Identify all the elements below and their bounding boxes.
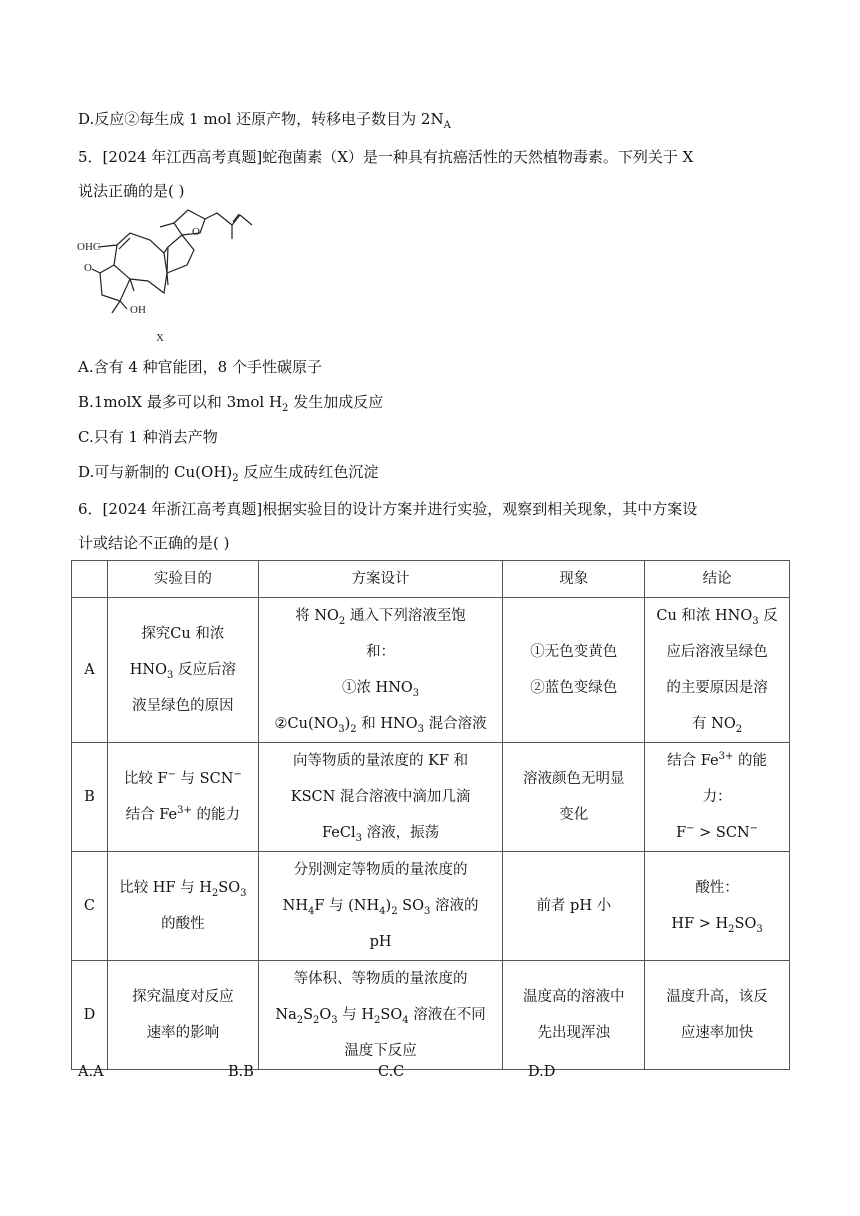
ketone-o-label: O [84, 262, 92, 274]
answer-c[interactable]: C.C [378, 1064, 405, 1080]
q4-option-d: D.反应②每生成 1 mol 还原产物，转移电子数目为 $2N_A$ [78, 110, 451, 131]
molecule-label: X [156, 332, 164, 344]
experiment-table [71, 560, 790, 1070]
q5-option-b: B.1molX 最多可以和 3mol $H_2$ 发生加成反应 [78, 393, 384, 414]
cho-label: OHC [77, 241, 101, 253]
table-header-row [72, 561, 790, 598]
oh-label: OH [130, 304, 146, 316]
q6-stem-line1: 6．[2024 年浙江高考真题]根据实验目的设计方案并进行实验，观察到相关现象，其中方案设 [78, 500, 698, 518]
header-conclusion: 结论 [645, 561, 790, 598]
table-row: B 比较 F− 与 SCN− 结合 $Fe^{3+}$ 的能力 向等物质的量浓度的 KF 和 KSCN 混合溶液中滴加几滴 FeCl$_3$ 溶液，振荡 溶液颜色无明显 变化 结合 $Fe^{3+}$ 的能 力： F− > SCN− [72, 743, 790, 852]
q5-stem-line1: 5．[2024 年江西高考真题]蛇孢菌素（X）是一种具有抗癌活性的天然植物毒素。下列关于 X [78, 148, 694, 166]
answer-b[interactable]: B.B [228, 1064, 254, 1080]
table-row: D 探究温度对反应 速率的影响 等体积、等物质的量浓度的 $Na_2S_2O_3$ 与 $H_2SO_4$ 溶液在不同 温度下反应 温度高的溶液中 先出现浑浊 温度升高，该反 应速率加快 [72, 961, 790, 1070]
header-design: 方案设计 [258, 561, 503, 598]
header-purpose: 实验目的 [107, 561, 258, 598]
q5-option-d: D.可与新制的 $Cu(OH)_2$ 反应生成砖红色沉淀 [78, 463, 379, 484]
header-phenomenon: 现象 [503, 561, 645, 598]
table-row: A 探究Cu 和浓 $HNO_3$ 反应后溶 液呈绿色的原因 将 $NO_2$ 通入下列溶液至饱 和： ①浓 $HNO_3$ $②Cu(NO_3)_2$ 和 $HNO_3$ 混合溶液 ①无色变黄色 ②蓝色变绿色 Cu 和浓 $HNO_3$ 反 应后溶液呈绿色 的主要原因是溶 有 $NO_2$ [72, 598, 790, 743]
q5-option-a: A.含有 4 种官能团，8 个手性碳原子 [78, 358, 322, 376]
molecule-structure [72, 205, 272, 345]
q5-stem-line2: 说法正确的是( ) [78, 182, 185, 200]
table-row: C 比较 HF 与 $H_2SO_3$ 的酸性 分别测定等物质的量浓度的 $NH_4F$ 与 $(NH_4)_2$ $SO_3$ 溶液的 pH 前者 pH 小 酸性： HF > $H_2SO_3$ [72, 852, 790, 961]
answer-d[interactable]: D.D [528, 1064, 556, 1080]
q5-option-c: C.只有 1 种消去产物 [78, 428, 218, 446]
q6-stem-line2: 计或结论不正确的是( ) [78, 534, 230, 552]
answer-a[interactable]: A.A [78, 1064, 104, 1080]
ring-o-label: O [192, 226, 200, 238]
